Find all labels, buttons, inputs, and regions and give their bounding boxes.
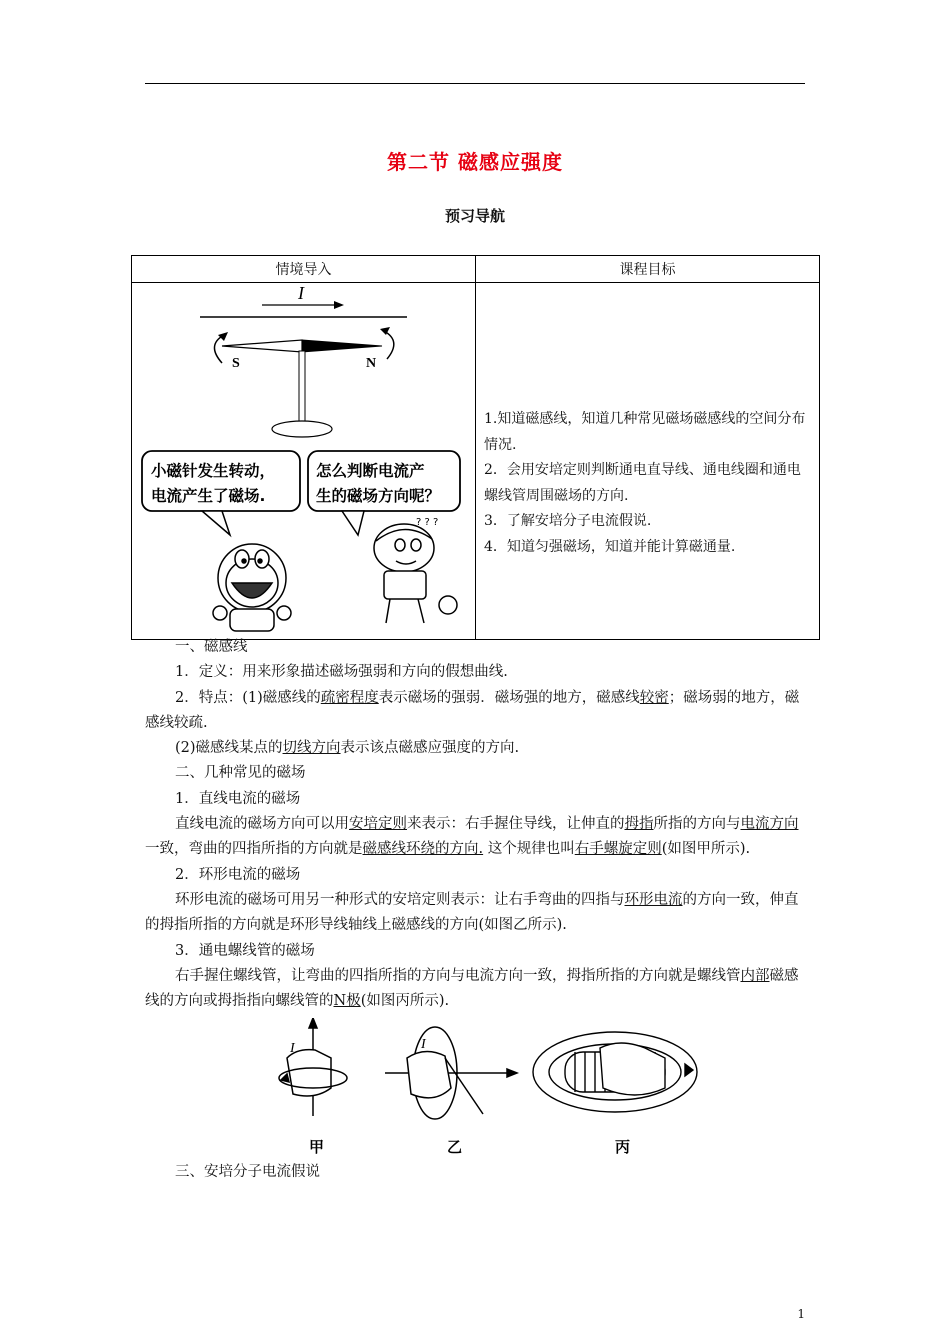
answer-underline: N极 bbox=[333, 993, 361, 1010]
pole-s-label: S bbox=[232, 356, 240, 371]
paragraph: 环形电流的磁场可用另一种形式的安培定则表示：让右手弯曲的四指与环形电流的方向一致，伸直的拇指所指的方向就是环形导线轴线上磁感线的方向(如图乙所示). bbox=[145, 891, 799, 934]
paragraph: 直线电流的磁场方向可以用安培定则来表示：右手握住导线，让伸直的拇指所指的方向与电流方向一致，弯曲的四指所指的方向就是磁感线环绕的方向. 这个规律也叫右手螺旋定则(如图甲所示). bbox=[145, 816, 799, 858]
answer-underline: 较密 bbox=[639, 689, 669, 706]
answer-underline: 拇指 bbox=[624, 816, 654, 833]
answer-underline: 安培定则 bbox=[349, 816, 407, 833]
figure-straight-wire bbox=[279, 1018, 347, 1116]
robot-cartoon-icon bbox=[213, 544, 291, 631]
svg-text:? ? ?: ? ? ? bbox=[416, 517, 439, 528]
header-goals: 课程目标 bbox=[476, 256, 820, 283]
bubble-left-line2: 电流产生了磁场. bbox=[151, 487, 266, 505]
svg-text:I: I bbox=[290, 1041, 295, 1057]
main-content bbox=[145, 635, 809, 1186]
bubble-left-line1: 小磁针发生转动， bbox=[151, 462, 276, 480]
paragraph: 2．特点：(1)磁感线的疏密程度表示磁场的强弱．磁场强的地方，磁感线较密；磁场弱的地方，磁感线较疏. bbox=[145, 689, 800, 731]
goal-item: 3．了解安培分子电流假说. bbox=[484, 513, 652, 529]
boy-cartoon-icon bbox=[374, 517, 457, 623]
bubble-right-line1: 怎么判断电流产 bbox=[316, 462, 425, 480]
answer-underline: 内部 bbox=[740, 967, 770, 984]
section-heading: 三、安培分子电流假说 bbox=[175, 1164, 320, 1181]
answer-underline: 疏密程度 bbox=[320, 689, 379, 706]
figure-label-jia: 甲 bbox=[309, 1138, 325, 1157]
page-number: 1 bbox=[797, 1307, 805, 1321]
needle-stand bbox=[299, 351, 305, 423]
subheading: 3．通电螺线管的磁场 bbox=[175, 942, 315, 959]
paragraph: 右手握住螺线管，让弯曲的四指所指的方向与电流方向一致，拇指所指的方向就是螺线管内部磁感线的方向或拇指指向螺线管的N极(如图丙所示). bbox=[145, 967, 799, 1010]
goal-item: 2．会用安培定则判断通电直导线、通电线圈和通电螺线管周围磁场的方向. bbox=[484, 462, 801, 504]
figure-label-bing: 丙 bbox=[615, 1138, 631, 1157]
paragraph: (2)磁感线某点的切线方向表示该点磁感应强度的方向. bbox=[175, 740, 520, 757]
goal-item: 1.知道磁感线，知道几种常见磁场磁感线的空间分布情况. bbox=[484, 411, 806, 453]
svg-text:I: I bbox=[421, 1037, 426, 1053]
pole-n-label: N bbox=[366, 356, 377, 371]
bubble-right-line2: 生的磁场方向呢？ bbox=[316, 487, 441, 505]
paragraph: 1．定义：用来形象描述磁场强弱和方向的假想曲线. bbox=[175, 664, 508, 681]
page-title: 第二节 磁感应强度 bbox=[387, 150, 563, 174]
figure-solenoid bbox=[533, 1032, 697, 1112]
section-heading: 一、磁感线 bbox=[175, 639, 248, 655]
needle-north bbox=[302, 340, 382, 352]
answer-underline: 电流方向 bbox=[740, 816, 799, 833]
subheading: 1．直线电流的磁场 bbox=[175, 790, 301, 807]
goal-item: 4．知道匀强磁场，知道并能计算磁通量. bbox=[484, 538, 736, 555]
section-heading: 二、几种常见的磁场 bbox=[175, 765, 306, 782]
answer-underline: 磁感线环绕的方向. bbox=[362, 841, 484, 858]
subheading: 2．环形电流的磁场 bbox=[175, 866, 301, 883]
needle-south bbox=[222, 340, 302, 352]
preview-table bbox=[131, 255, 820, 640]
current-label: I bbox=[298, 283, 304, 303]
answer-underline: 切线方向 bbox=[282, 740, 341, 757]
answer-underline: 环形电流 bbox=[624, 891, 683, 908]
answer-underline: 右手螺旋定则 bbox=[574, 841, 662, 858]
current-arrow-icon bbox=[334, 301, 344, 309]
course-goals bbox=[484, 407, 809, 560]
figure-label-yi: 乙 bbox=[447, 1138, 463, 1157]
rotate-arrow-left-icon bbox=[218, 332, 228, 341]
figure-circular-current bbox=[385, 1027, 517, 1119]
right-hand-rule-figures bbox=[145, 1018, 809, 1158]
header-scene: 情境导入 bbox=[132, 256, 476, 283]
scene-illustration bbox=[132, 283, 475, 639]
section-subtitle: 预习导航 bbox=[444, 207, 505, 225]
header-rule bbox=[145, 83, 805, 84]
